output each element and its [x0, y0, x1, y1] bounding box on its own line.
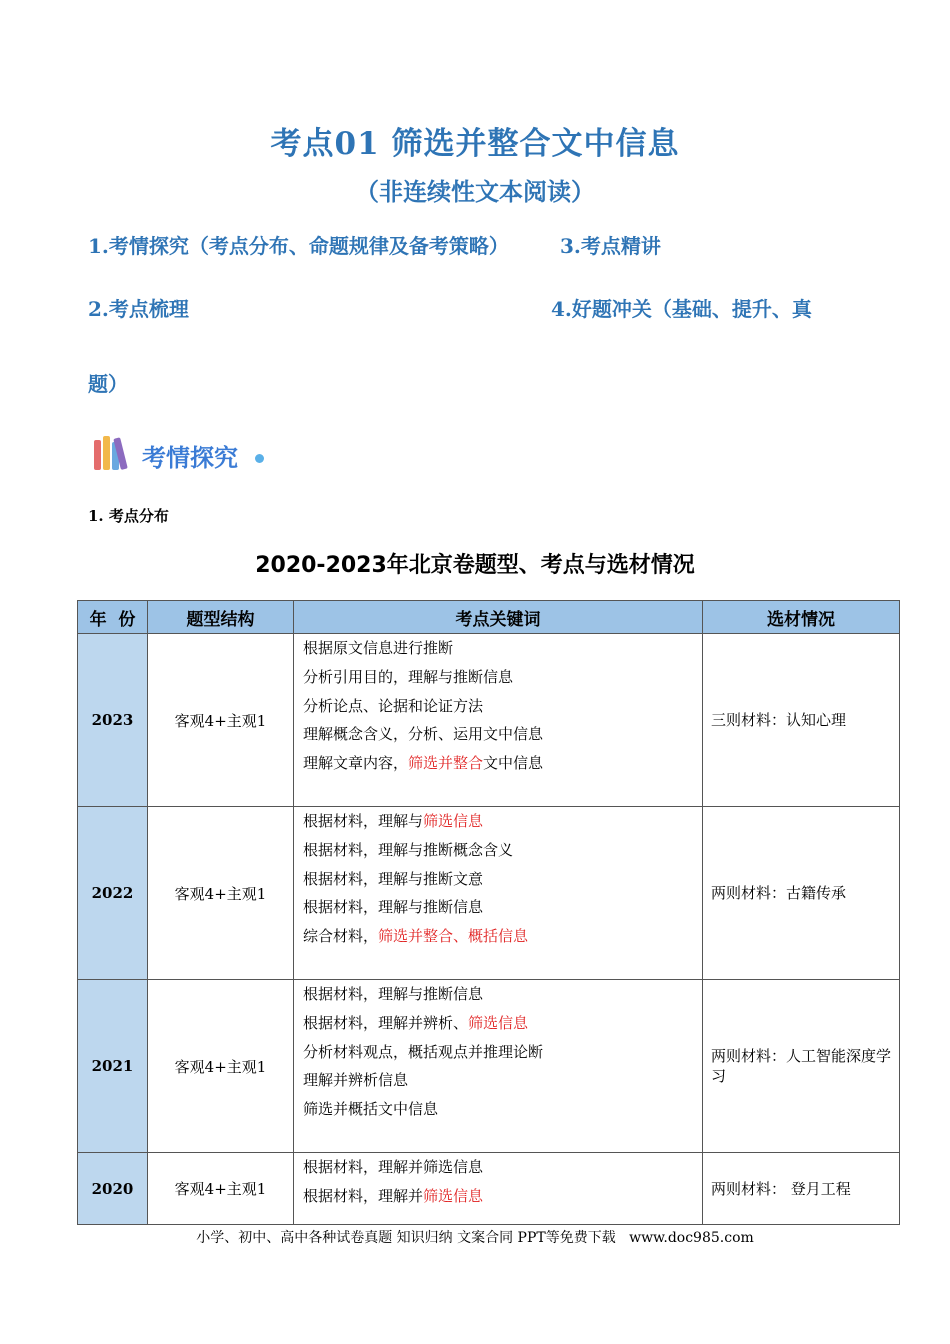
keyword-line [303, 749, 698, 778]
keyword-line [303, 1009, 698, 1038]
toc-item-4: 4.好题冲关（基础、提升、真 [551, 297, 812, 321]
badge-dot [255, 454, 264, 463]
cell-structure: 客观4+主观1 [148, 807, 294, 980]
keyword-highlight: 筛选信息 [468, 1013, 529, 1032]
keyword-text: 综合材料， [303, 927, 379, 946]
keyword-highlight: 筛选信息 [423, 812, 484, 830]
keyword-highlight: 筛选并整合 [408, 754, 484, 773]
header-keywords: 考点关键词 [294, 601, 703, 634]
cell-year: 2023 [78, 634, 148, 807]
keyword-text: 理解概念含义，分析、运用文中信息 [303, 725, 544, 744]
keyword-line [303, 893, 698, 922]
keyword-line [303, 1153, 698, 1182]
cell-year: 2021 [78, 980, 148, 1153]
keyword-text: 分析材料观点，概括观点并推理论断 [303, 1042, 544, 1061]
header-year: 年 份 [78, 601, 148, 634]
badge-label: 考情探究 [142, 444, 238, 472]
keyword-text: 根据材料，理解与推断概念含义 [303, 840, 514, 859]
keyword-text: 理解文章内容， [303, 754, 409, 773]
keyword-text: 筛选并概括文中信息 [303, 1100, 439, 1119]
keyword-line [303, 1066, 698, 1095]
books-icon [92, 434, 140, 470]
keyword-text: 根据材料，理解并筛选信息 [303, 1158, 484, 1176]
cell-structure: 客观4+主观1 [148, 980, 294, 1153]
keyword-text: 理解并辨析信息 [303, 1071, 409, 1090]
cell-material: 两则材料：古籍传承 [703, 807, 900, 980]
page-subtitle: （非连续性文本阅读） [355, 177, 595, 206]
table-header-row [78, 601, 900, 634]
keyword-line [303, 836, 698, 865]
toc-item-1: 1.考情探究（考点分布、命题规律及备考策略） [88, 234, 509, 258]
cell-material: 两则材料：人工智能深度学习 [703, 980, 900, 1153]
page-title: 考点01 筛选并整合文中信息 [270, 126, 680, 162]
keyword-line [303, 692, 698, 721]
cell-keywords [294, 1153, 703, 1225]
keyword-line [303, 980, 698, 1009]
cell-keywords [294, 980, 703, 1153]
toc-item-3: 3.考点精讲 [560, 234, 661, 258]
header-structure: 题型结构 [148, 601, 294, 634]
cell-material: 三则材料：认知心理 [703, 634, 900, 807]
keyword-text: 根据材料，理解与推断信息 [303, 898, 484, 917]
keyword-line [303, 634, 698, 663]
keyword-line [303, 922, 698, 951]
cell-structure: 客观4+主观1 [148, 634, 294, 807]
table-row [78, 1153, 900, 1225]
keyword-line [303, 663, 698, 692]
keyword-text: 根据材料，理解并 [303, 1186, 424, 1205]
footer: 小学、初中、高中各种试卷真题 知识归纳 文案合同 PPT等免费下载 www.doc985.com [196, 1230, 754, 1246]
table-row [78, 807, 900, 980]
keyword-text: 根据材料，理解并辨析、 [303, 1013, 469, 1032]
keyword-text: 根据材料，理解与推断信息 [303, 985, 484, 1003]
section-badge [92, 428, 272, 480]
cell-year: 2020 [78, 1153, 148, 1225]
keyword-line [303, 865, 698, 894]
cell-year: 2022 [78, 807, 148, 980]
section-label: 1. 考点分布 [88, 507, 169, 525]
keyword-line [303, 1182, 698, 1211]
header-material: 选材情况 [703, 601, 900, 634]
keyword-text: 分析论点、论据和论证方法 [303, 696, 484, 715]
toc-item-4-continued: 题） [88, 372, 128, 396]
cell-keywords [294, 807, 703, 980]
exam-table [77, 600, 900, 1225]
toc-item-2: 2.考点梳理 [88, 297, 189, 321]
cell-structure: 客观4+主观1 [148, 1153, 294, 1225]
table-row [78, 980, 900, 1153]
cell-keywords [294, 634, 703, 807]
keyword-text: 分析引用目的，理解与推断信息 [303, 667, 514, 686]
keyword-highlight: 筛选并整合、概括信息 [378, 927, 529, 946]
keyword-text: 文中信息 [483, 754, 544, 773]
cell-material: 两则材料： 登月工程 [703, 1153, 900, 1225]
keyword-text: 根据材料，理解与 [303, 812, 424, 830]
keyword-highlight: 筛选信息 [423, 1186, 484, 1205]
keyword-text: 根据原文信息进行推断 [303, 639, 454, 657]
keyword-line [303, 807, 698, 836]
table-title: 2020-2023年北京卷题型、考点与选材情况 [255, 553, 695, 578]
keyword-line [303, 1095, 698, 1124]
keyword-line [303, 1038, 698, 1067]
keyword-text: 根据材料，理解与推断文意 [303, 869, 484, 888]
keyword-line [303, 720, 698, 749]
table-row [78, 634, 900, 807]
